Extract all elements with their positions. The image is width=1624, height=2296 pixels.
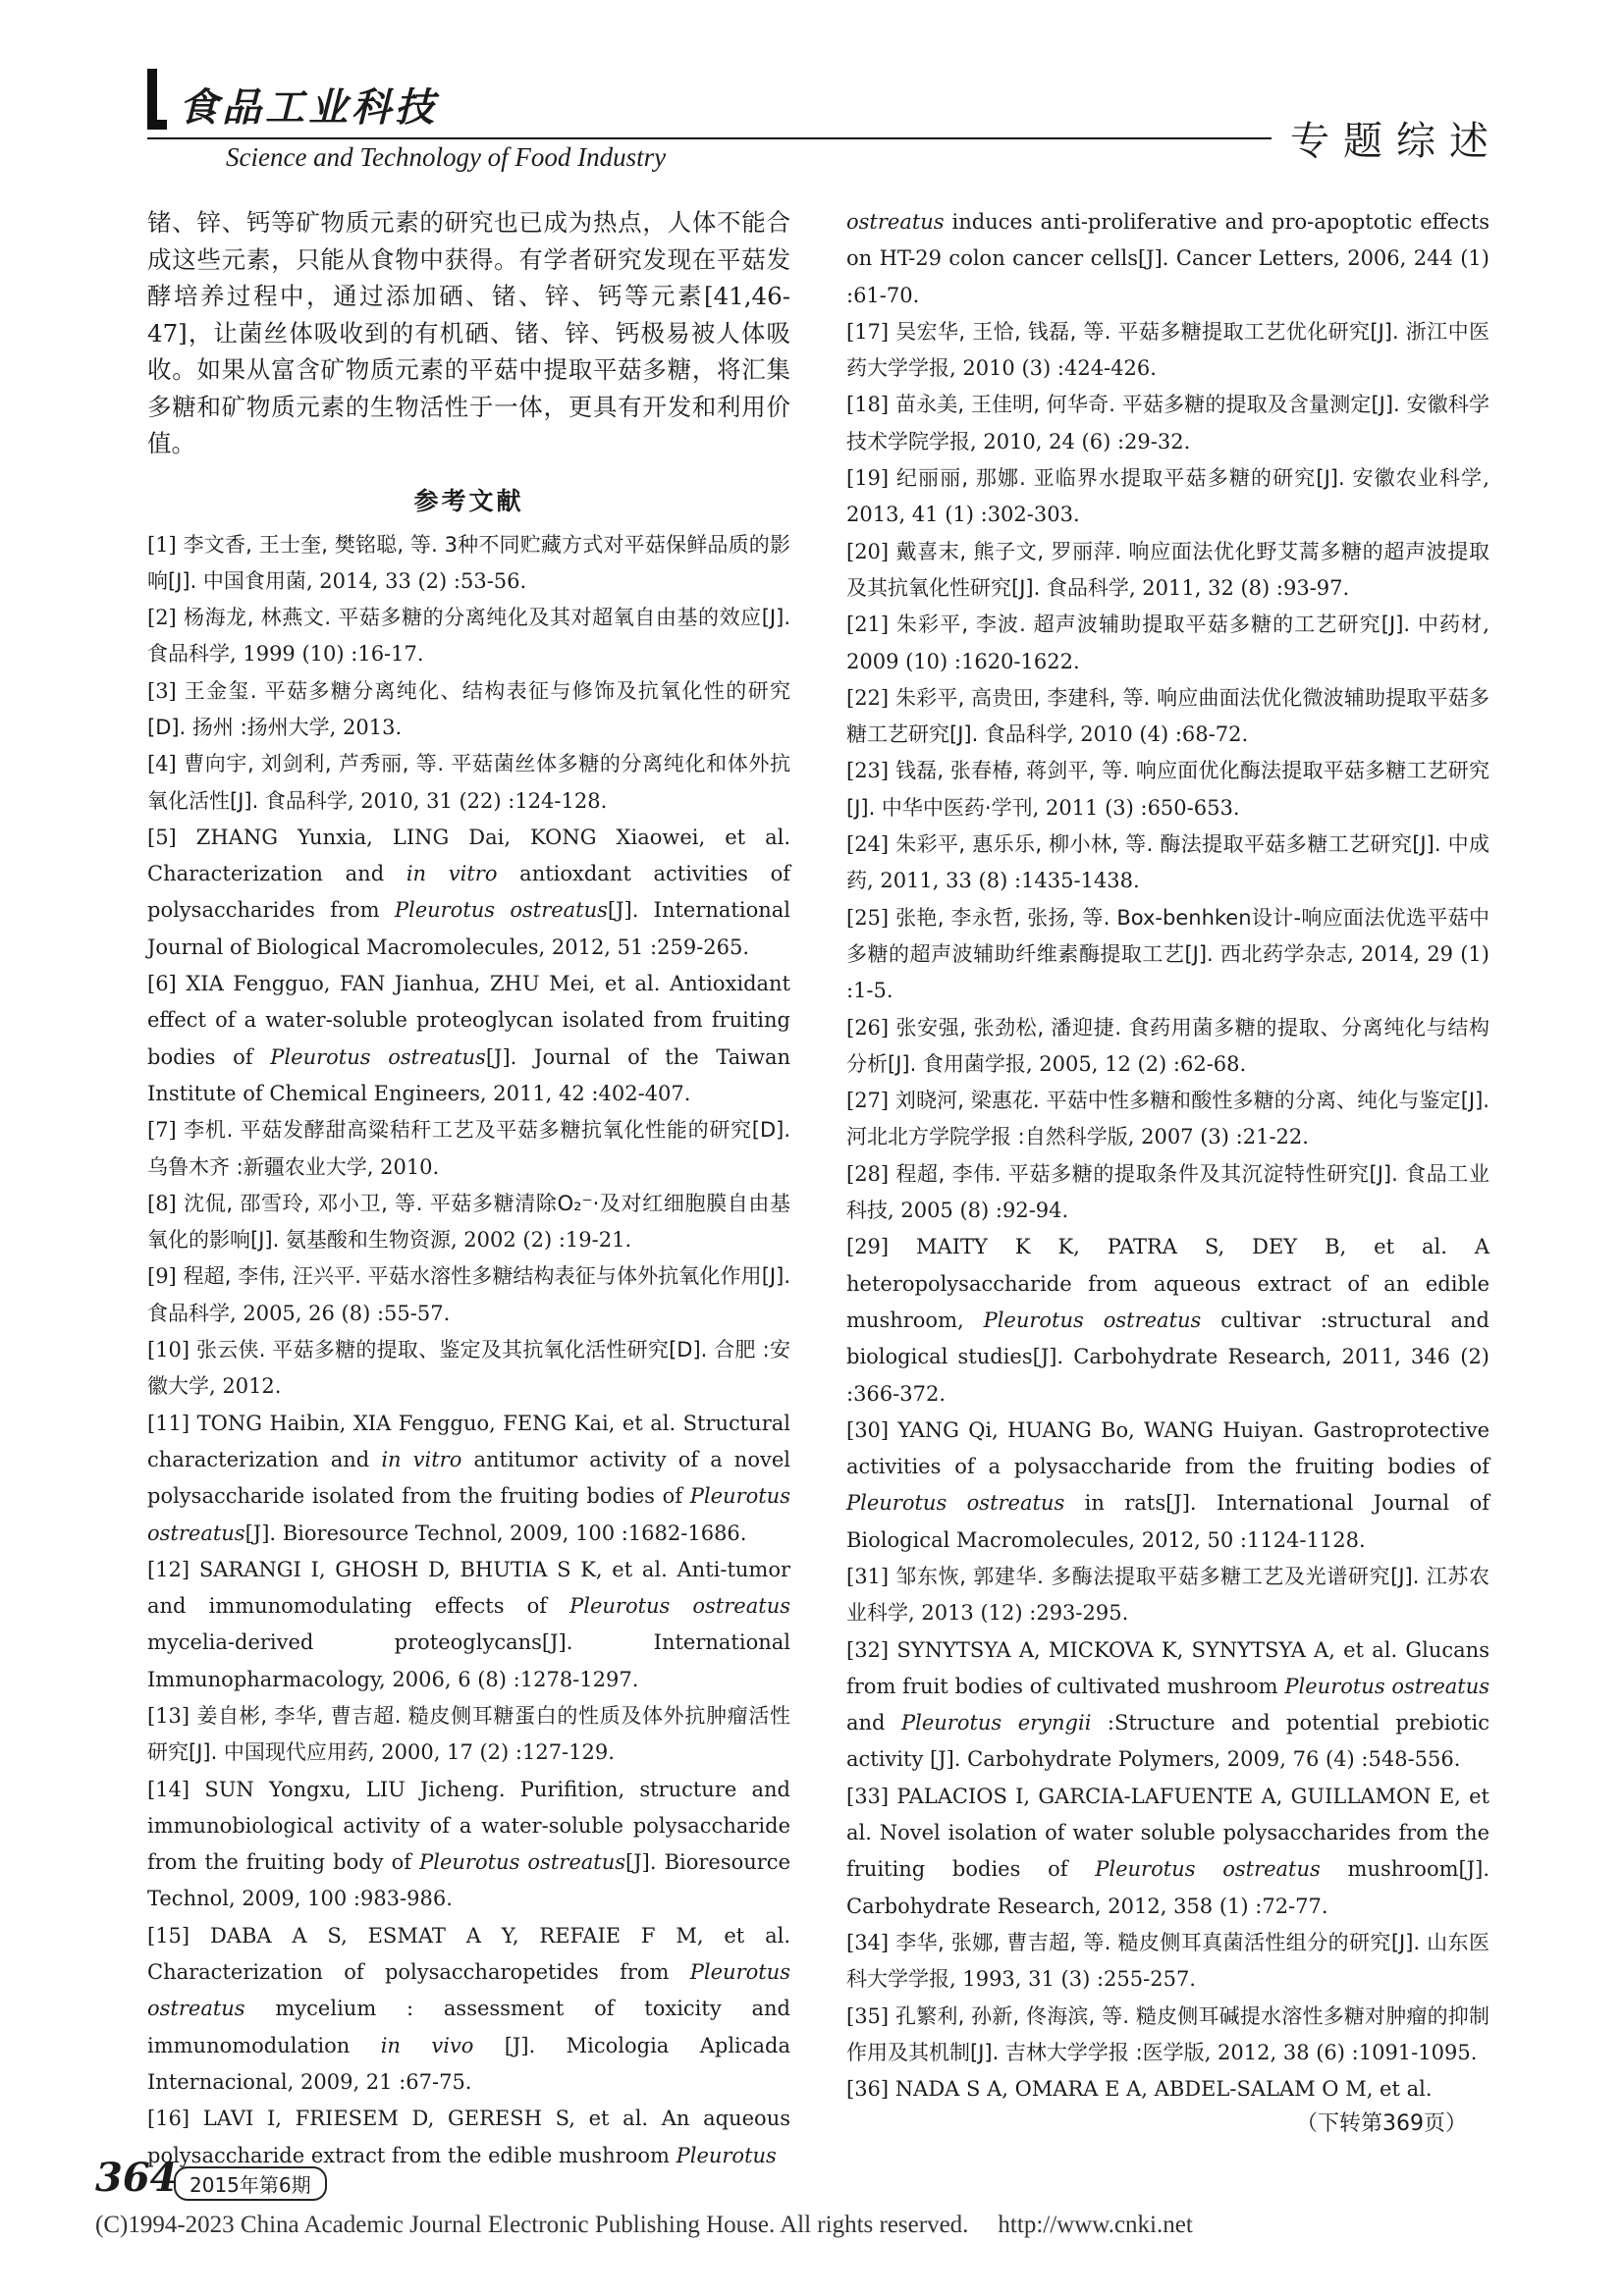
reference-number: [29]	[846, 1235, 917, 1259]
reference-item	[147, 1772, 790, 1918]
reference-number: [8]	[147, 1191, 185, 1215]
reference-text: [J]. Journal of the Taiwan Institute of Chemical Engineers, 2011, 42 :402-407.	[147, 1044, 790, 1105]
reference-text: in rats[J]. International Journal of Biological Macromolecules, 2012, 50 :1124-1128.	[846, 1491, 1489, 1552]
reference-source: , 2007 (3) :21-22.	[1127, 1125, 1309, 1149]
reference-source: , 2005, 26 (8) :55-57.	[230, 1301, 451, 1325]
reference-item	[846, 460, 1489, 534]
reference-source: , 2000, 17 (2) :127-129.	[367, 1740, 615, 1765]
reference-text: 孔繁利, 孙新, 佟海滨, 等. 糙皮侧耳碱提水溶性多糖对肿瘤的抑制作用及其机制[J]. 吉林大学学报 :医学版	[846, 2003, 1489, 2064]
reference-item	[147, 966, 790, 1112]
reference-text: SYNYTSYA A, MICKOVA K, SYNYTSYA A, et al. Glucans from fruit bodies of cultivated mushroom	[846, 1637, 1489, 1698]
reference-item	[147, 1332, 790, 1406]
reference-italic: in vitro	[406, 862, 498, 886]
reference-italic: Pleurotus ostreatus	[983, 1308, 1202, 1332]
reference-item	[147, 673, 790, 747]
reference-item	[147, 1406, 790, 1552]
reference-text: 曹向宇, 刘剑利, 芦秀丽, 等. 平菇菌丝体多糖的分离纯化和体外抗氧化活性[J]. 食品科学	[147, 752, 790, 813]
reference-text: 姜自彬, 李华, 曹吉超. 糙皮侧耳糖蛋白的性质及体外抗肿瘤活性研究[J]. 中国现代应用药	[147, 1704, 790, 1765]
reference-text: 李华, 张娜, 曹吉超, 等. 糙皮侧耳真菌活性组分的研究[J]. 山东医科大学学报	[846, 1930, 1489, 1992]
copyright-text: (C)1994-2023 China Academic Journal Electronic Publishing House. All rights reserved.	[95, 2212, 969, 2238]
reference-number: [23]	[846, 759, 895, 783]
reference-text: and	[846, 1711, 901, 1735]
reference-number: [7]	[147, 1118, 185, 1143]
reference-item	[846, 680, 1489, 754]
reference-number: [14]	[147, 1777, 205, 1801]
reference-item	[846, 753, 1489, 827]
issue-badge: 2015年第6期	[174, 2166, 327, 2201]
reference-text: [J]. Bioresource Technol, 2009, 100 :983-986.	[147, 1850, 791, 1911]
reference-text: mycelium : assessment of toxicity and immunomodulation	[147, 1997, 790, 2057]
reference-item	[846, 900, 1489, 1010]
reference-item	[846, 1413, 1489, 1559]
reference-text: 沈侃, 邵雪玲, 邓小卫, 等. 平菇多糖清除O₂⁻·及对红细胞膜自由基氧化的影响[J]. 氨基酸和生物资源	[147, 1191, 791, 1253]
reference-list-left	[147, 527, 790, 2174]
reference-item	[147, 1186, 790, 1259]
reference-text: YANG Qi, HUANG Bo, WANG Huiyan. Gastroprotective activities of a polysaccharide from the fruiting bodies of	[846, 1417, 1489, 1479]
reference-number: [19]	[846, 466, 896, 491]
reference-number: [20]	[846, 539, 896, 563]
reference-item	[147, 1552, 790, 1698]
reference-source: , 1993, 31 (3) :255-257.	[949, 1967, 1196, 1992]
reference-item	[846, 1999, 1489, 2072]
reference-item	[846, 827, 1489, 900]
reference-item	[147, 1112, 790, 1186]
reference-source: , 2012, 38 (6) :1091-1095.	[1204, 2040, 1478, 2064]
reference-source: , 2013, 41 (1) :302-303.	[846, 466, 1489, 527]
reference-number: [13]	[147, 1704, 197, 1728]
reference-item	[846, 2071, 1489, 2108]
reference-text: 程超, 李伟. 平菇多糖的提取条件及其沉淀特性研究[J]. 食品工业科技	[846, 1161, 1489, 1223]
reference-italic: Pleurotus ostreatus	[419, 1850, 626, 1875]
reference-number: [30]	[846, 1417, 898, 1442]
reference-text: 李文香, 王士奎, 樊铭聪, 等. 3种不同贮藏方式对平菇保鲜品质的影响[J]. 中国食用菌	[147, 532, 790, 593]
reference-text: LAVI I, FRIESEM D, GERESH S, et al. An aqueous polysaccharide extract from the edible mushroom	[147, 2107, 790, 2167]
reference-italic: in vitro	[381, 1447, 462, 1471]
reference-source: , 2010, 24 (6) :29-32.	[970, 429, 1191, 454]
reference-italic: Pleurotus ostreatus	[1284, 1674, 1490, 1698]
reference-source: , 2002 (2) :19-21.	[450, 1228, 632, 1253]
page-footer	[95, 2155, 1529, 2263]
reference-text: 张安强, 张劲松, 潘迎捷. 食药用菌多糖的提取、分离纯化与结构分析[J]. 食用菌学报	[846, 1015, 1489, 1076]
reference-item	[846, 1559, 1489, 1632]
reference-italic: Pleurotus ostreatus	[147, 1960, 790, 2021]
reference-number: [11]	[147, 1411, 197, 1435]
reference-number: [22]	[846, 685, 895, 710]
reference-number: [21]	[846, 613, 896, 637]
section-label: 专题综述	[1290, 119, 1502, 164]
reference-number: [35]	[846, 2003, 895, 2028]
reference-item	[846, 1779, 1489, 1925]
reference-number: [5]	[147, 825, 196, 849]
reference-text: 苗永美, 王佳明, 何华奇. 平菇多糖的提取及含量测定[J]. 安徽科学技术学院学报	[846, 393, 1489, 454]
reference-item	[846, 314, 1489, 388]
reference-number: [15]	[147, 1923, 210, 1948]
page-number: 364	[95, 2155, 178, 2201]
reference-number: [28]	[846, 1161, 896, 1186]
reference-text: :Structure and potential prebiotic activity [J]. Carbohydrate Polymers, 2009, 76 (4) :548-556.	[846, 1711, 1489, 1772]
reference-source: , 2010.	[366, 1154, 440, 1179]
reference-number: [27]	[846, 1089, 895, 1113]
reference-text: ZHANG Yunxia, LING Dai, KONG Xiaowei, et al. Characterization and	[147, 825, 790, 886]
reference-text: cultivar :structural and biological studies[J]. Carbohydrate Research, 2011, 346 (2) :366-372.	[846, 1308, 1490, 1406]
reference-text: 戴喜末, 熊子文, 罗丽萍. 响应面法优化野艾蒿多糖的超声波提取及其抗氧化性研究[J]. 食品科学	[846, 539, 1489, 600]
reference-italic: Pleurotus ostreatus	[1095, 1857, 1321, 1882]
reference-italic: Pleurotus ostreatus	[147, 1484, 790, 1545]
reference-text: 朱彩平, 李波. 超声波辅助提取平菇多糖的工艺研究[J]. 中药材	[895, 613, 1484, 637]
intro-paragraph: 锗、锌、钙等矿物质元素的研究也已成为热点，人体不能合成这些元素，只能从食物中获得。有学者研究发现在平菇发酵培养过程中，通过添加硒、锗、锌、钙等元素[41,46-47]，让菌丝体吸收到的有机硒、锗、锌、钙极易被人体吸收。如果从富含矿物质元素的平菇中提取平菇多糖，将汇集多糖和矿物质元素的生物活性于一体，更具有开发和利用价值。	[147, 208, 790, 457]
reference-text: antitumor activity of a novel polysaccharide isolated from the fruiting bodies of	[147, 1447, 790, 1509]
reference-number: [3]	[147, 678, 185, 703]
reference-item	[846, 1229, 1489, 1412]
reference-source: , 2012.	[209, 1374, 282, 1399]
reference-text: antioxdant activities of polysaccharides from	[147, 862, 790, 923]
reference-number: [25]	[846, 905, 896, 930]
reference-number: [34]	[846, 1930, 896, 1954]
reference-text: 吴宏华, 王恰, 钱磊, 等. 平菇多糖提取工艺优化研究[J]. 浙江中医药大学学报	[846, 319, 1489, 381]
reference-item	[846, 1156, 1489, 1230]
reference-text: 王金玺. 平菇多糖分离纯化、结构表征与修饰及抗氧化性的研究[D]. 扬州 :扬州大学	[147, 678, 790, 739]
reference-source: , 2013.	[329, 715, 403, 739]
reference-number: [9]	[147, 1264, 184, 1289]
reference-number: [24]	[846, 832, 896, 857]
reference-text: mushroom[J]. Carbohydrate Research, 2012, 358 (1) :72-77.	[846, 1857, 1489, 1918]
reference-source: , 2010, 31 (22) :124-128.	[347, 788, 608, 813]
reference-source: , 2011, 33 (8) :1435-1438.	[867, 869, 1140, 893]
left-column	[147, 204, 790, 2174]
reference-text: PALACIOS I, GARCIA-LAFUENTE A, GUILLAMON E, et al. Novel isolation of water soluble polysaccharides from the fruiting bodies of	[846, 1784, 1489, 1882]
reference-number: [33]	[846, 1784, 897, 1808]
reference-italic: Pleurotus ostreatus	[270, 1044, 486, 1069]
reference-italic: Pleurotus ostreatus	[846, 1491, 1065, 1516]
reference-text: XIA Fengguo, FAN Jianhua, ZHU Mei, et al. Antioxidant effect of a water-soluble proteoglycan isolated from fruiting bodies of	[147, 972, 790, 1069]
copyright-line	[95, 2212, 1193, 2239]
reference-source: , 1999 (10) :16-17.	[230, 642, 424, 667]
reference-item	[147, 820, 790, 966]
reference-text: induces anti-proliferative and pro-apoptotic effects on HT-29 colon cancer cells[J]. Cancer Letters, 2006, 244 (1) :61-70.	[846, 210, 1489, 307]
reference-source: , 2014, 33 (2) :53-56.	[305, 568, 527, 593]
reference-item	[846, 1010, 1489, 1084]
reference-italic: in vivo	[380, 2033, 474, 2057]
header-rule	[147, 137, 1272, 139]
reference-source: , 2005, 12 (2) :62-68.	[1025, 1051, 1247, 1076]
reference-number: [18]	[846, 393, 895, 417]
reference-number: [16]	[147, 2107, 203, 2131]
reference-text: NADA S A, OMARA E A, ABDEL-SALAM O M, et al.	[894, 2077, 1433, 2102]
reference-number: [12]	[147, 1557, 199, 1581]
reference-item	[147, 527, 790, 601]
reference-text: TONG Haibin, XIA Fengguo, FENG Kai, et al. Structural characterization and	[147, 1411, 790, 1471]
reference-item	[147, 1258, 790, 1332]
reference-source: , 2011, 32 (8) :93-97.	[1128, 575, 1350, 600]
reference-text: 程超, 李伟, 汪兴平. 平菇水溶性多糖结构表征与体外抗氧化作用[J]. 食品科学	[147, 1264, 790, 1325]
reference-number: [36]	[846, 2077, 895, 2102]
right-column	[846, 204, 1489, 2108]
reference-source: , 2005 (8) :92-94.	[888, 1199, 1069, 1223]
journal-logo-mark	[147, 69, 167, 130]
cnki-url[interactable]: http://www.cnki.net	[998, 2212, 1193, 2238]
journal-title-en: Science and Technology of Food Industry	[226, 142, 667, 172]
reference-italic: Pleurotus eryngii	[900, 1711, 1092, 1735]
reference-number: [26]	[846, 1015, 896, 1040]
reference-source: , 2010 (4) :68-72.	[1066, 722, 1249, 747]
reference-source: , 2013 (12) :293-295.	[908, 1601, 1129, 1626]
reference-text: mycelia-derived proteoglycans[J]. International Immunopharmacology, 2006, 6 (8) :1278-1297.	[147, 1630, 790, 1691]
reference-italic: ostreatus	[846, 210, 945, 234]
reference-source: , 2009 (10) :1620-1622.	[846, 613, 1489, 673]
reference-text: [J]. Micologia Aplicada Internacional, 2009, 21 :67-75.	[147, 2033, 790, 2094]
reference-number: [6]	[147, 972, 187, 996]
reference-source: , 2010 (3) :424-426.	[949, 356, 1157, 381]
reference-text: DABA A S, ESMAT A Y, REFAIE F M, et al. Characterization of polysaccharopetides from	[147, 1923, 790, 1985]
references-heading: 参考文献	[413, 486, 524, 515]
reference-item	[846, 1632, 1489, 1779]
reference-text: [J]. International Journal of Biological Macromolecules, 2012, 51 :259-265.	[147, 898, 790, 959]
reference-item	[147, 600, 790, 673]
reference-number: [31]	[846, 1564, 896, 1588]
reference-number: [1]	[147, 532, 184, 557]
reference-italic: Pleurotus ostreatus	[394, 898, 608, 923]
reference-item	[846, 1925, 1489, 1999]
reference-italic: Pleurotus ostreatus	[569, 1594, 790, 1619]
reference-text: 李机. 平菇发酵甜高粱秸秆工艺及平菇多糖抗氧化性能的研究[D]. 乌鲁木齐 :新疆农业大学	[147, 1118, 790, 1179]
reference-text: SUN Yongxu, LIU Jicheng. Purifition, structure and immunobiological activity of a water-soluble polysaccharide from the fruiting body of	[147, 1777, 790, 1875]
reference-item	[846, 607, 1489, 680]
journal-title-cn: 食品工业科技	[179, 84, 438, 131]
reference-item	[846, 204, 1489, 314]
reference-item	[147, 1918, 790, 2101]
reference-text: 邹东恢, 郭建华. 多酶法提取平菇多糖工艺及光谱研究[J]. 江苏农业科学	[846, 1564, 1489, 1626]
reference-source: , 2014, 29 (1) :1-5.	[846, 941, 1489, 1003]
reference-text: SARANGI I, GHOSH D, BHUTIA S K, et al. Anti-tumor and immunomodulating effects of	[147, 1557, 790, 1619]
reference-number: [10]	[147, 1338, 197, 1362]
reference-number: [32]	[846, 1637, 897, 1662]
reference-text: 朱彩平, 惠乐乐, 柳小林, 等. 酶法提取平菇多糖工艺研究[J]. 中成药	[846, 832, 1489, 893]
reference-number: [2]	[147, 606, 184, 630]
reference-text: [J]. Bioresource Technol, 2009, 100 :1682-1686.	[244, 1521, 747, 1545]
reference-text: 张云侠. 平菇多糖的提取、鉴定及其抗氧化活性研究[D]. 合肥 :安徽大学	[147, 1338, 790, 1399]
reference-text: 钱磊, 张春椿, 蒋剑平, 等. 响应面优化酶法提取平菇多糖工艺研究[J]. 中华中医药·学刊	[846, 759, 1489, 820]
reference-text: 杨海龙, 林燕文. 平菇多糖的分离纯化及其对超氧自由基的效应[J]. 食品科学	[147, 606, 790, 667]
reference-number: [4]	[147, 752, 185, 776]
page-header	[147, 69, 1502, 177]
continued-note: （下转第369页）	[1296, 2111, 1467, 2136]
reference-item	[147, 1698, 790, 1772]
reference-source: , 2011 (3) :650-653.	[1032, 795, 1240, 820]
reference-text: 张艳, 李永哲, 张扬, 等. Box-benhken设计-响应面法优选平菇中多糖的超声波辅助纤维素酶提取工艺[J]. 西北药学杂志	[846, 905, 1489, 966]
reference-text: MAITY K K, PATRA S, DEY B, et al. A heteropolysaccharide from aqueous extract of an edible mushroom,	[846, 1235, 1489, 1332]
reference-number: [17]	[846, 319, 896, 344]
reference-item	[846, 534, 1489, 608]
reference-list-right	[846, 204, 1489, 2108]
reference-item	[147, 746, 790, 820]
reference-text: 刘晓河, 梁惠花. 平菇中性多糖和酸性多糖的分离、纯化与鉴定[J]. 河北北方学院学报 :自然科学版	[846, 1089, 1489, 1149]
reference-text: 朱彩平, 高贵田, 李建科, 等. 响应曲面法优化微波辅助提取平菇多糖工艺研究[J]. 食品科学	[846, 685, 1489, 747]
reference-item	[846, 387, 1489, 460]
reference-text: 纪丽丽, 那娜. 亚临界水提取平菇多糖的研究[J]. 安徽农业科学	[895, 466, 1484, 491]
reference-item	[846, 1083, 1489, 1156]
reference-italic: Pleurotus	[676, 2143, 777, 2167]
